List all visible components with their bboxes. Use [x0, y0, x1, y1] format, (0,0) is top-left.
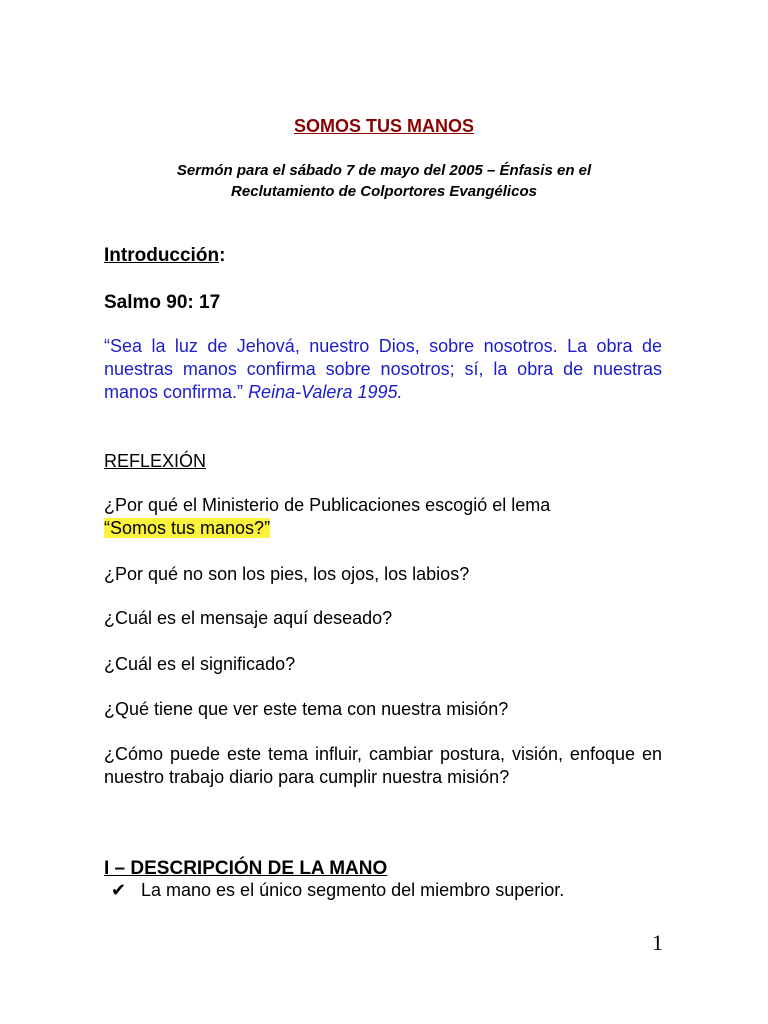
psalm-reference: Salmo 90: 17 [104, 292, 221, 313]
question-1 [104, 494, 662, 540]
subtitle-line-1: Sermón para el sábado 7 de mayo del 2005 – Énfasis en el [176, 162, 592, 179]
reflection-heading: REFLEXIÓN [104, 451, 207, 471]
verse-quote [104, 335, 662, 404]
intro-label: Introducción [104, 245, 220, 266]
intro-colon: : [219, 245, 226, 266]
question-3: ¿Cuál es el mensaje aquí deseado? [104, 608, 393, 628]
verse-text: “Sea la luz de Jehová, nuestro Dios, sobre nosotros. La obra de nuestras manos confirma sobre nosotros; sí, la obra de nuestras manos confirma.” [104, 336, 662, 402]
question-1-line: ¿Por qué el Ministerio de Publicaciones escogió el lema [104, 495, 551, 515]
checkmark-icon: ✔ [111, 880, 127, 901]
question-5: ¿Qué tiene que ver este tema con nuestra misión? [104, 699, 509, 719]
highlighted-motto: “Somos tus manos?” [104, 518, 271, 538]
sermon-subtitle [0, 160, 768, 202]
intro-heading [104, 244, 662, 267]
bullet-text: La mano es el único segmento del miembro superior. [141, 880, 565, 900]
section-1-heading: I – DESCRIPCIÓN DE LA MANO [104, 858, 388, 879]
bullet-item [111, 879, 662, 902]
question-2: ¿Por qué no son los pies, los ojos, los labios? [104, 564, 470, 584]
sermon-title: SOMOS TUS MANOS [293, 116, 474, 136]
subtitle-line-2: Reclutamiento de Colportores Evangélicos [231, 183, 537, 200]
question-6: ¿Cómo puede este tema influir, cambiar postura, visión, enfoque en nuestro trabajo diario para cumplir nuestra misión? [104, 744, 662, 787]
page-number: 1 [652, 930, 663, 955]
verse-version: Reina-Valera 1995. [248, 382, 403, 402]
question-4: ¿Cuál es el significado? [104, 654, 296, 674]
